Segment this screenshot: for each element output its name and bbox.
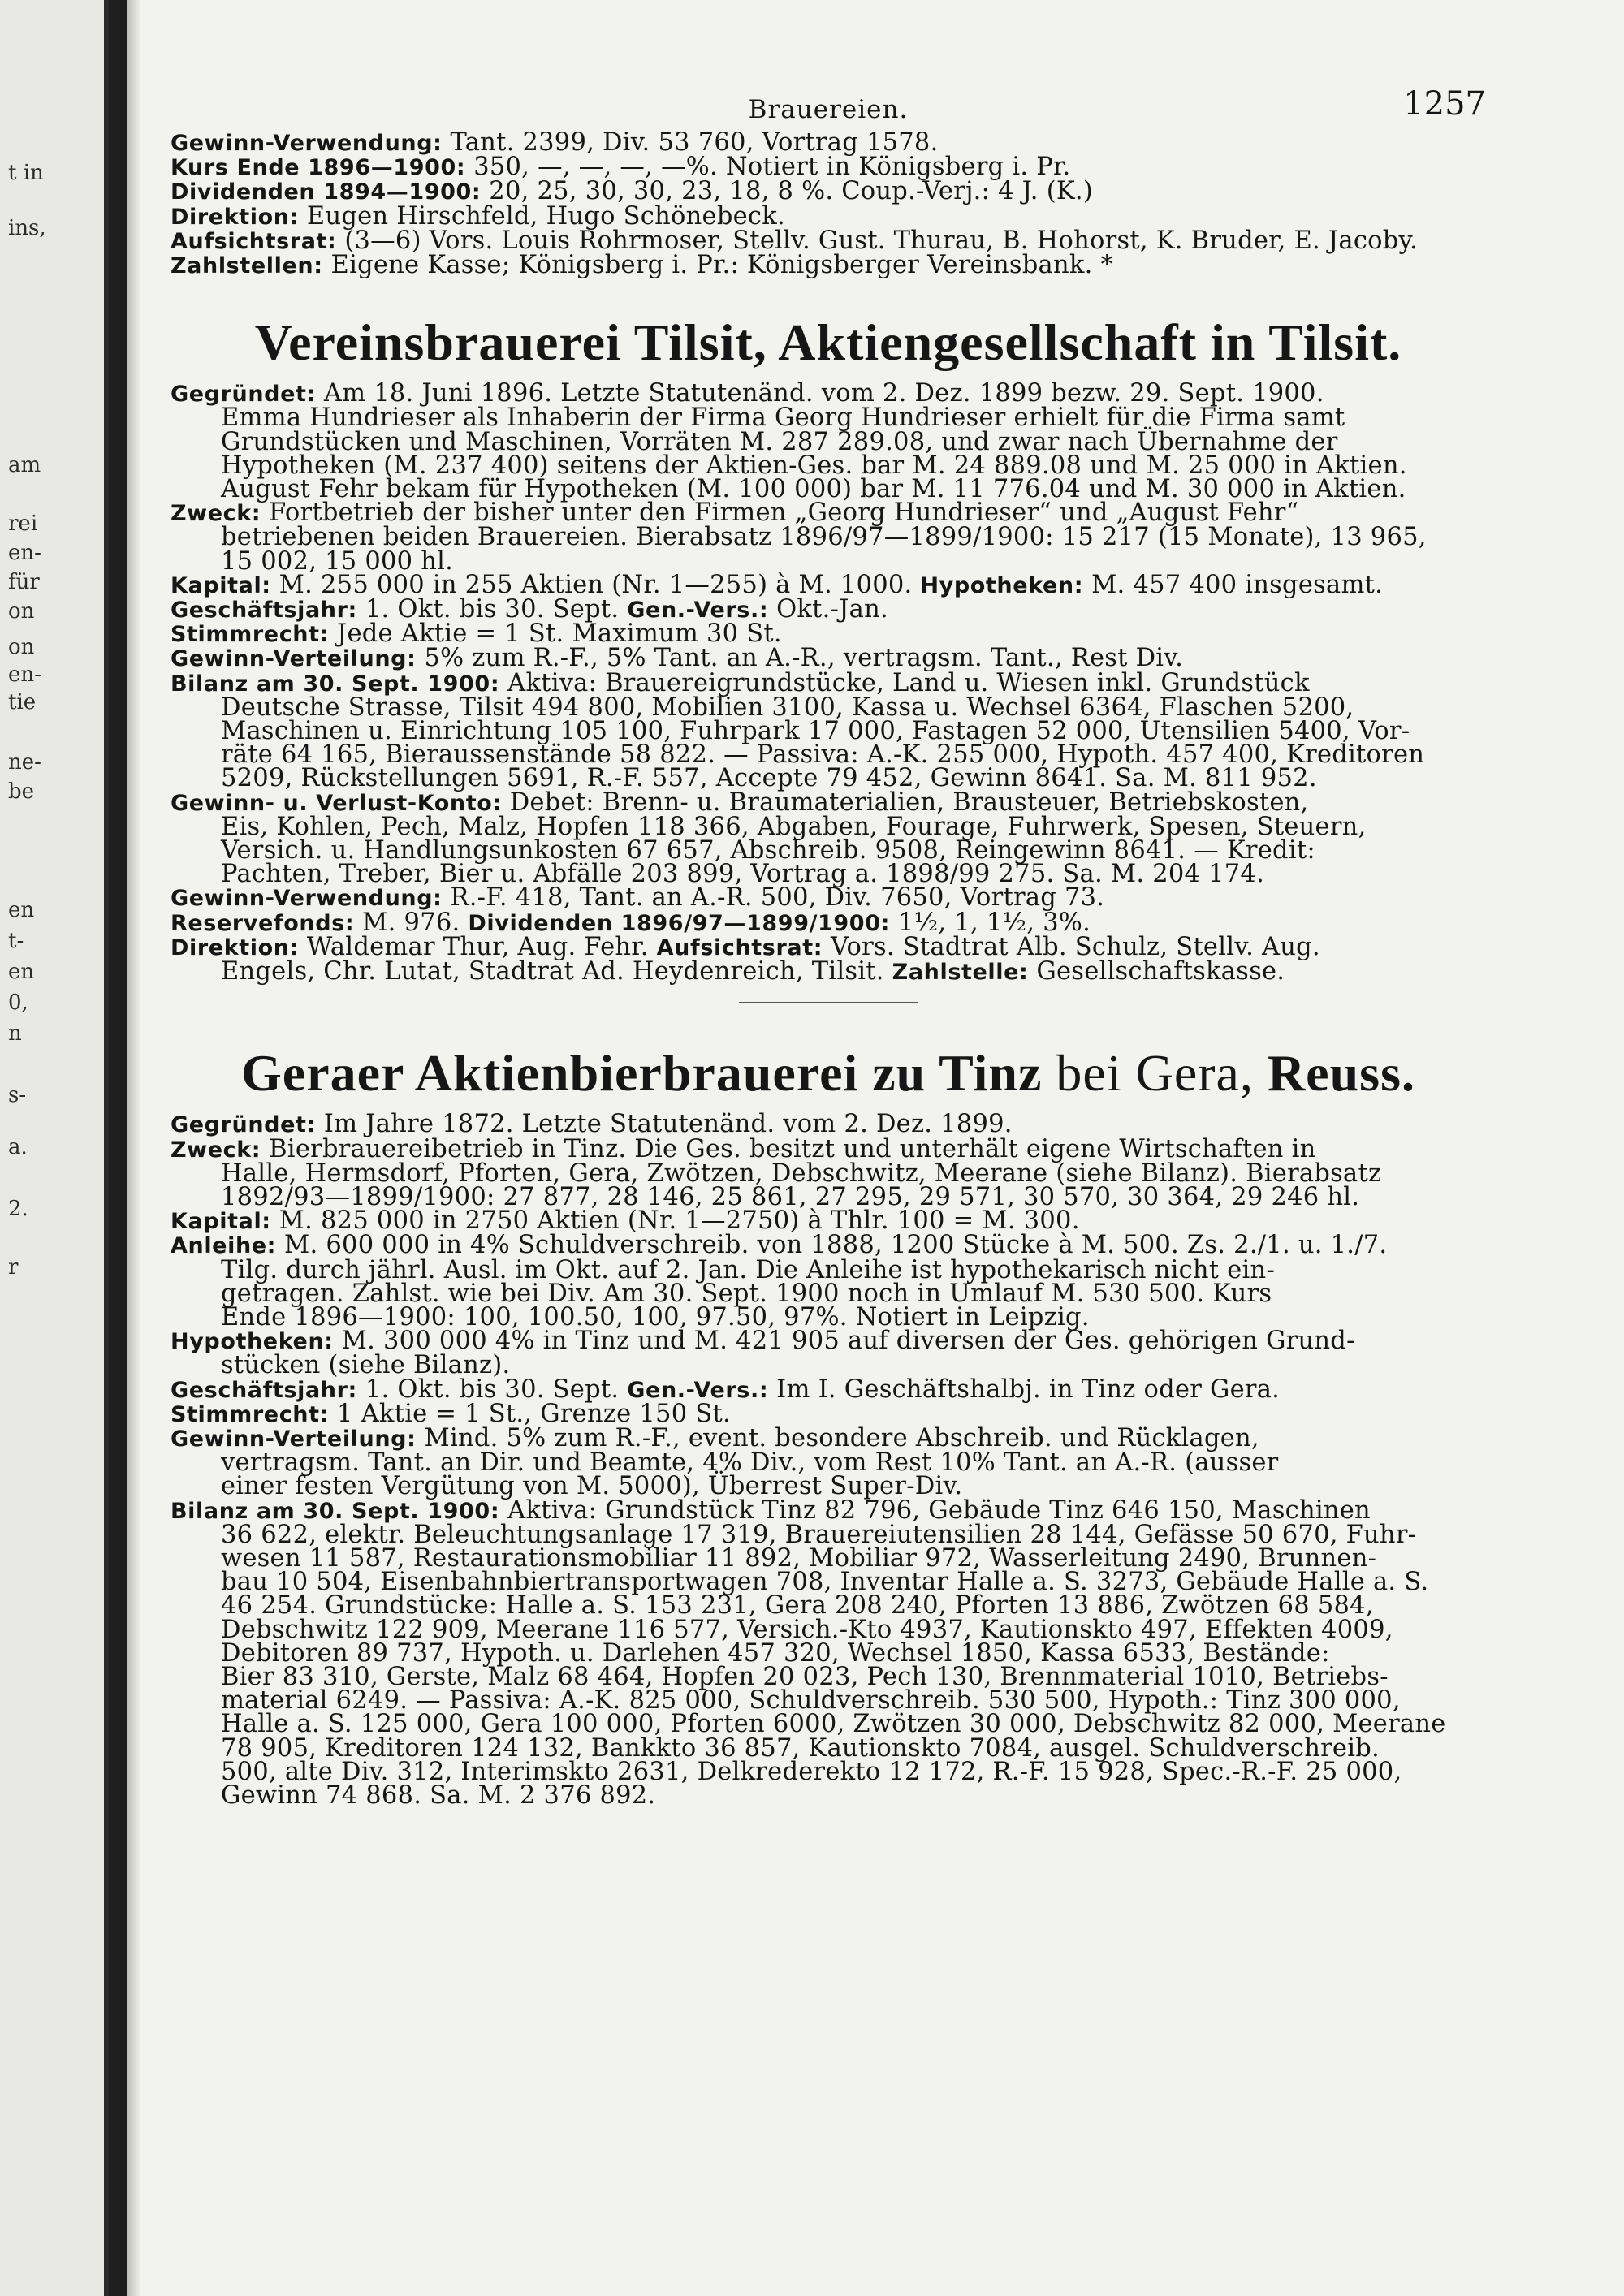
entry-text: betriebenen beiden Brauereien. Bierabsatz 1896/97—1899/1900: 15 217 (15 Monate), 13 965,: [221, 523, 1427, 552]
entry-text: M. 300 000 4% in Tinz und M. 421 905 auf diversen der Ges. gehörigen Grund-: [333, 1327, 1355, 1356]
entry-text: Eis, Kohlen, Pech, Malz, Hopfen 118 366, Abgaben, Fourage, Fuhrwerk, Spesen, Steuern,: [221, 812, 1367, 841]
prev-section-lines: [171, 128, 1486, 280]
entry-text: 350, —, —, —, —%. Notiert in Königsberg i. Pr.: [465, 153, 1071, 182]
entry-text: 1892/93—1899/1900: 27 877, 28 146, 25 861, 27 295, 29 571, 30 570, 30 364, 29 246 hl.: [221, 1182, 1360, 1211]
entry-text: 1. Okt. bis 30. Sept.: [356, 595, 628, 624]
entry-label: Aufsichtsrat:: [171, 228, 337, 254]
entry-label: Kapital:: [171, 572, 271, 598]
entry-text: Aktiva: Brauereigrundstücke, Land u. Wiesen inkl. Grundstück: [499, 668, 1310, 697]
entry-label: Gewinn-Verteilung:: [171, 646, 417, 672]
text-line: [171, 1757, 1486, 1786]
entry-text: M. 457 400 insgesamt.: [1083, 570, 1384, 599]
entry-text: material 6249. — Passiva: A.-K. 825 000, Schuldverschreib. 530 500, Hypoth.: Tinz 300 000,: [221, 1686, 1401, 1716]
text-line: [171, 1233, 1486, 1258]
text-line: [171, 1182, 1486, 1211]
entry-text: 1 Aktie = 1 St., Grenze 150 St.: [329, 1399, 731, 1428]
text-line: [171, 932, 1486, 961]
text-line: [171, 1375, 1486, 1404]
section-title-gera-place: bei Gera,: [1042, 1044, 1268, 1103]
text-line: [171, 1495, 1486, 1525]
entry-text: 36 622, elektr. Beleuchtungsanlage 17 319, Brauereiutensilien 28 144, Gefässe 50 670, Fuhr-: [221, 1520, 1417, 1549]
text-line: [171, 1351, 1486, 1380]
text-line: [171, 546, 1486, 576]
entry-label: Gegründet:: [171, 382, 316, 408]
entry-text: Debet: Brenn- u. Braumaterialien, Brausteuer, Betriebskosten,: [501, 788, 1309, 817]
text-line: [171, 498, 1486, 528]
entry-text: Halle a. S. 125 000, Gera 100 000, Pforten 6000, Zwötzen 30 000, Debschwitz 82 000, Meerane: [221, 1710, 1446, 1739]
adjacent-page-fragment: a.: [8, 1135, 28, 1159]
entry-label: Gen.-Vers.:: [627, 598, 769, 624]
entry-text: August Fehr bekam für Hypotheken (M. 100 000) bar M. 11 776.04 und M. 30 000 in Aktien.: [221, 475, 1406, 504]
entry-label: Stimmrecht:: [171, 1401, 330, 1427]
entry-text: Halle, Hermsdorf, Pforten, Gera, Zwötzen, Debschwitz, Meerane (siehe Bilanz). Bierabsatz: [221, 1159, 1382, 1188]
text-line: [171, 1710, 1486, 1739]
entry-text: 500, alte Div. 312, Interimskto 2631, Delkrederekto 12 172, R.-F. 15 928, Spec.-R.-F. 25 000,: [221, 1757, 1402, 1786]
entry-text: Okt.-Jan.: [768, 595, 888, 624]
text-line: [171, 1638, 1486, 1668]
entry-label: Dividenden 1894—1900:: [171, 179, 482, 205]
entry-label: Kurs Ende 1896—1900:: [171, 155, 466, 181]
entry-text: Waldemar Thur, Aug. Fehr.: [298, 932, 657, 961]
entry-text: M. 255 000 in 255 Aktien (Nr. 1—255) à M. 1000.: [270, 570, 921, 599]
entry-text: wesen 11 587, Restaurationsmobiliar 11 892, Mobiliar 972, Wasserleitung 2490, Brunnen-: [221, 1543, 1377, 1573]
adjacent-page-fragment: für: [8, 570, 40, 594]
text-line: [171, 717, 1486, 746]
text-line: [171, 1134, 1486, 1163]
adjacent-page-edge: [0, 0, 109, 2296]
entry-label: Aufsichtsrat:: [656, 934, 823, 960]
text-line: [171, 1302, 1486, 1331]
entry-label: Gewinn-Verwendung:: [171, 886, 443, 912]
book-gutter: [109, 0, 127, 2296]
text-line: [171, 595, 1486, 624]
entry-label: Bilanz am 30. Sept. 1900:: [171, 1498, 500, 1524]
entry-text: Ende 1896—1900: 100, 100.50, 100, 97.50, 97%. Notiert in Leipzig.: [221, 1302, 1090, 1331]
entry-label: Zweck:: [171, 1137, 261, 1163]
text-line: [171, 1112, 1486, 1137]
text-line: [171, 226, 1486, 255]
text-line: [171, 427, 1486, 456]
section-title-gera-main: Geraer Aktienbierbrauerei zu Tinz: [241, 1044, 1043, 1103]
entry-text: bau 10 504, Eisenbahnbiertransportwagen 708, Inventar Halle a. S. 3273, Gebäude Halle a. S.: [221, 1568, 1429, 1597]
text-line: [171, 253, 1486, 278]
text-line: [171, 693, 1486, 722]
entry-text: 1½, 1, 1½, 3%.: [889, 908, 1091, 937]
text-line: [171, 153, 1486, 182]
entry-label: Direktion:: [171, 934, 299, 960]
text-line: [171, 1159, 1486, 1188]
entry-label: Anleihe:: [171, 1233, 277, 1259]
adjacent-page-fragment: rei: [8, 511, 38, 536]
entry-text: 78 905, Kreditoren 124 132, Bankkto 36 857, Kautionskto 7084, ausgel. Schuldverschreib.: [221, 1733, 1380, 1763]
text-line: [171, 646, 1486, 671]
entry-text: Emma Hundrieser als Inhaberin der Firma Georg Hundrieser erhielt für die Firma samt: [221, 404, 1345, 433]
entry-text: stücken (siehe Bilanz).: [221, 1351, 511, 1380]
section-title-tilsit: Vereinsbrauerei Tilsit, Aktiengesellschaft in Tilsit.: [254, 313, 1402, 372]
section-body-tilsit: [171, 379, 1486, 986]
entry-text: Am 18. Juni 1896. Letzte Statutenänd. vom 2. Dez. 1899 bezw. 29. Sept. 1900.: [315, 379, 1324, 408]
entry-text: R.-F. 418, Tant. an A.-R. 500, Div. 7650, Vortrag 73.: [442, 883, 1105, 913]
entry-label: Geschäftsjahr:: [171, 1377, 357, 1403]
entry-text: Aktiva: Grundstück Tinz 82 796, Gebäude Tinz 646 150, Maschinen: [499, 1495, 1371, 1525]
adjacent-page-fragment: 2.: [8, 1197, 28, 1221]
entry-text: Hypotheken (M. 237 400) seitens der Aktien-Ges. bar M. 24 889.08 und M. 25 000 in Aktien.: [221, 451, 1407, 480]
adjacent-page-fragment: t-: [8, 929, 24, 953]
text-line: [171, 1399, 1486, 1428]
entry-text: Jede Aktie = 1 St. Maximum 30 St.: [329, 619, 782, 649]
entry-label: Zweck:: [171, 501, 261, 527]
entry-text: Bier 83 310, Gerste, Malz 68 464, Hopfen 20 023, Pech 130, Brennmaterial 1010, Betriebs-: [221, 1662, 1389, 1691]
text-line: [171, 523, 1486, 552]
entry-text: M. 976.: [354, 908, 469, 937]
text-line: [171, 788, 1486, 817]
text-line: [171, 201, 1486, 231]
adjacent-page-fragment: s-: [8, 1083, 27, 1107]
adjacent-page-fragment: on: [8, 599, 35, 624]
entry-text: Versich. u. Handlungsunkosten 67 657, Abschreib. 9508, Reingewinn 8641. — Kredit:: [221, 836, 1315, 865]
adjacent-page-fragment: r: [8, 1255, 19, 1280]
entry-label: Zahlstellen:: [171, 253, 323, 279]
section-body-gera: [171, 1110, 1486, 1810]
entry-text: Debschwitz 122 909, Meerane 116 577, Versich.-Kto 4937, Kautionskto 497, Effekten 4009,: [221, 1615, 1393, 1644]
text-line: [171, 957, 1486, 986]
text-line: [171, 812, 1486, 841]
entry-text: 20, 25, 30, 30, 23, 18, 8 %. Coup.-Verj.: 4 J. (K.): [481, 177, 1093, 206]
text-line: [171, 619, 1486, 649]
adjacent-page-fragment: en-: [8, 541, 41, 565]
text-line: [171, 1780, 1486, 1810]
section-title-gera: [171, 1044, 1486, 1103]
entry-text: M. 825 000 in 2750 Aktien (Nr. 1—2750) à Thlr. 100 = M. 300.: [270, 1206, 1080, 1236]
entry-label: Direktion:: [171, 204, 299, 230]
adjacent-page-fragment: 0,: [8, 990, 28, 1015]
entry-label: Gewinn-Verteilung:: [171, 1426, 417, 1452]
text-line: [171, 379, 1486, 408]
adjacent-page-fragment: ne-: [8, 750, 41, 775]
entry-text: Deutsche Strasse, Tilsit 494 800, Mobilien 3100, Kassa u. Wechsel 6364, Flaschen 5200,: [221, 693, 1354, 722]
document-page: [171, 85, 1486, 1810]
entry-text: Tilg. durch jährl. Ausl. im Okt. auf 2. Jan. Die Anleihe ist hypothekarisch nicht ein-: [221, 1255, 1276, 1284]
text-line: [171, 1686, 1486, 1716]
section-title-gera-end: Reuss.: [1267, 1044, 1415, 1103]
entry-label: Gewinn-Verwendung:: [171, 131, 443, 156]
adjacent-page-fragment: be: [8, 779, 35, 804]
text-line: [171, 1591, 1486, 1621]
entry-label: Reservefonds:: [171, 910, 355, 936]
adjacent-page-fragment: am: [8, 453, 41, 477]
entry-text: Eigene Kasse; Königsberg i. Pr.: Königsberger Vereinsbank. *: [322, 251, 1114, 280]
entry-text: 1. Okt. bis 30. Sept.: [356, 1375, 628, 1404]
entry-label: Gegründet:: [171, 1112, 316, 1138]
text-line: [171, 451, 1486, 480]
adjacent-page-fragment: n: [8, 1021, 22, 1046]
text-line: [171, 740, 1486, 770]
entry-label: Stimmrecht:: [171, 622, 330, 648]
entry-label: Gen.-Vers.:: [627, 1377, 769, 1403]
adjacent-page-fragment: tie: [8, 690, 37, 714]
entry-text: Vors. Stadtrat Alb. Schulz, Stellv. Aug.: [823, 932, 1320, 961]
entry-text: (3—6) Vors. Louis Rohrmoser, Stellv. Gust. Thurau, B. Hohorst, K. Bruder, E. Jacoby.: [336, 226, 1418, 255]
entry-label: Geschäftsjahr:: [171, 598, 357, 624]
entry-text: Im Jahre 1872. Letzte Statutenänd. vom 2. Dez. 1899.: [315, 1110, 1013, 1139]
text-line: [171, 1568, 1486, 1597]
entry-label: Hypotheken:: [920, 572, 1084, 598]
text-line: [171, 668, 1486, 697]
entry-text: 46 254. Grundstücke: Halle a. S. 153 231, Gera 208 240, Pforten 13 886, Zwötzen 68 584,: [221, 1591, 1374, 1621]
entry-text: Bierbrauereibetrieb in Tinz. Die Ges. besitzt und unterhält eigene Wirtschaften in: [261, 1134, 1316, 1163]
adjacent-page-fragment: en-: [8, 662, 41, 687]
entry-text: Maschinen u. Einrichtung 105 100, Fuhrpark 17 000, Fastagen 52 000, Utensilien 5400, Vor-: [221, 717, 1410, 746]
text-line: [171, 883, 1486, 913]
page-number: 1257: [1403, 85, 1486, 123]
entry-label: Dividenden 1896/97—1899/1900:: [468, 910, 890, 936]
text-line: [171, 1662, 1486, 1691]
adjacent-page-fragment: en: [8, 960, 35, 984]
text-line: [171, 1423, 1486, 1452]
text-line: [171, 1206, 1486, 1236]
entry-text: Fortbetrieb der bisher unter den Firmen „Georg Hundrieser“ und „August Fehr“: [261, 498, 1299, 528]
text-line: [171, 908, 1486, 937]
entry-label: Hypotheken:: [171, 1329, 334, 1355]
text-line: [171, 1327, 1486, 1356]
text-line: [171, 764, 1486, 793]
entry-text: 15 002, 15 000 hl.: [221, 546, 454, 576]
entry-text: Debitoren 89 737, Hypoth. u. Darlehen 457 320, Wechsel 1850, Kassa 6533, Bestände:: [221, 1638, 1330, 1668]
entry-label: Kapital:: [171, 1209, 271, 1235]
entry-text: Gesellschaftskasse.: [1028, 957, 1285, 986]
entry-text: getragen. Zahlst. wie bei Div. Am 30. Sept. 1900 noch in Umlauf M. 530 500. Kurs: [221, 1279, 1272, 1308]
adjacent-page-fragment: t in: [8, 161, 44, 185]
entry-text: Mind. 5% zum R.-F., event. besondere Abschreib. und Rücklagen,: [416, 1423, 1259, 1452]
entry-text: räte 64 165, Bieraussenstände 58 822. — Passiva: A.-K. 255 000, Hypoth. 457 400, Kreditoren: [221, 740, 1425, 770]
entry-text: Eugen Hirschfeld, Hugo Schönebeck.: [298, 201, 785, 231]
running-title: Brauereien.: [748, 95, 909, 124]
entry-text: Im I. Geschäftshalbj. in Tinz oder Gera.: [768, 1375, 1281, 1404]
text-line: [171, 1255, 1486, 1284]
entry-text: Pachten, Treber, Bier u. Abfälle 203 899, Vortrag a. 1898/99 275. Sa. M. 204 174.: [221, 860, 1265, 889]
text-line: [171, 1472, 1486, 1501]
entry-text: M. 600 000 in 4% Schuldverschreib. von 1888, 1200 Stücke à M. 500. Zs. 2./1. u. 1./7.: [276, 1231, 1388, 1260]
entry-label: Bilanz am 30. Sept. 1900:: [171, 671, 500, 697]
adjacent-page-fragment: on: [8, 635, 35, 659]
adjacent-page-fragment: en: [8, 898, 35, 922]
text-line: [171, 179, 1486, 204]
entry-text: 5% zum R.-F., 5% Tant. an A.-R., vertragsm. Tant., Rest Div.: [416, 644, 1184, 673]
entry-text: Tant. 2399, Div. 53 760, Vortrag 1578.: [442, 128, 939, 157]
text-line: [171, 1448, 1486, 1478]
entry-text: 5209, Rückstellungen 5691, R.-F. 557, Accepte 79 452, Gewinn 8641. Sa. M. 811 952.: [221, 764, 1317, 793]
adjacent-page-fragment: ins,: [8, 216, 46, 240]
text-line: [171, 1279, 1486, 1308]
text-line: [171, 1520, 1486, 1549]
entry-label: Zahlstelle:: [892, 960, 1029, 986]
text-line: [171, 1543, 1486, 1573]
gutter-shadow: [127, 0, 141, 2296]
text-line: [171, 128, 1486, 157]
entry-text: Engels, Chr. Lutat, Stadtrat Ad. Heydenreich, Tilsit.: [221, 957, 892, 986]
text-line: [171, 475, 1486, 504]
text-line: [171, 1733, 1486, 1763]
entry-text: einer festen Vergütung von M. 5000), Überrest Super-Div.: [221, 1472, 963, 1501]
running-head: [171, 85, 1486, 131]
text-line: [171, 860, 1486, 889]
entry-text: vertragsm. Tant. an Dir. und Beamte, 4% Div., vom Rest 10% Tant. an A.-R. (ausser: [221, 1448, 1279, 1478]
entry-text: Grundstücken und Maschinen, Vorräten M. 287 289.08, und zwar nach Übernahme der: [221, 427, 1338, 456]
text-line: [171, 836, 1486, 865]
entry-text: Gewinn 74 868. Sa. M. 2 376 892.: [221, 1780, 656, 1810]
entry-label: Gewinn- u. Verlust-Konto:: [171, 790, 502, 816]
text-line: [171, 404, 1486, 433]
text-line: [171, 1615, 1486, 1644]
text-line: [171, 570, 1486, 599]
